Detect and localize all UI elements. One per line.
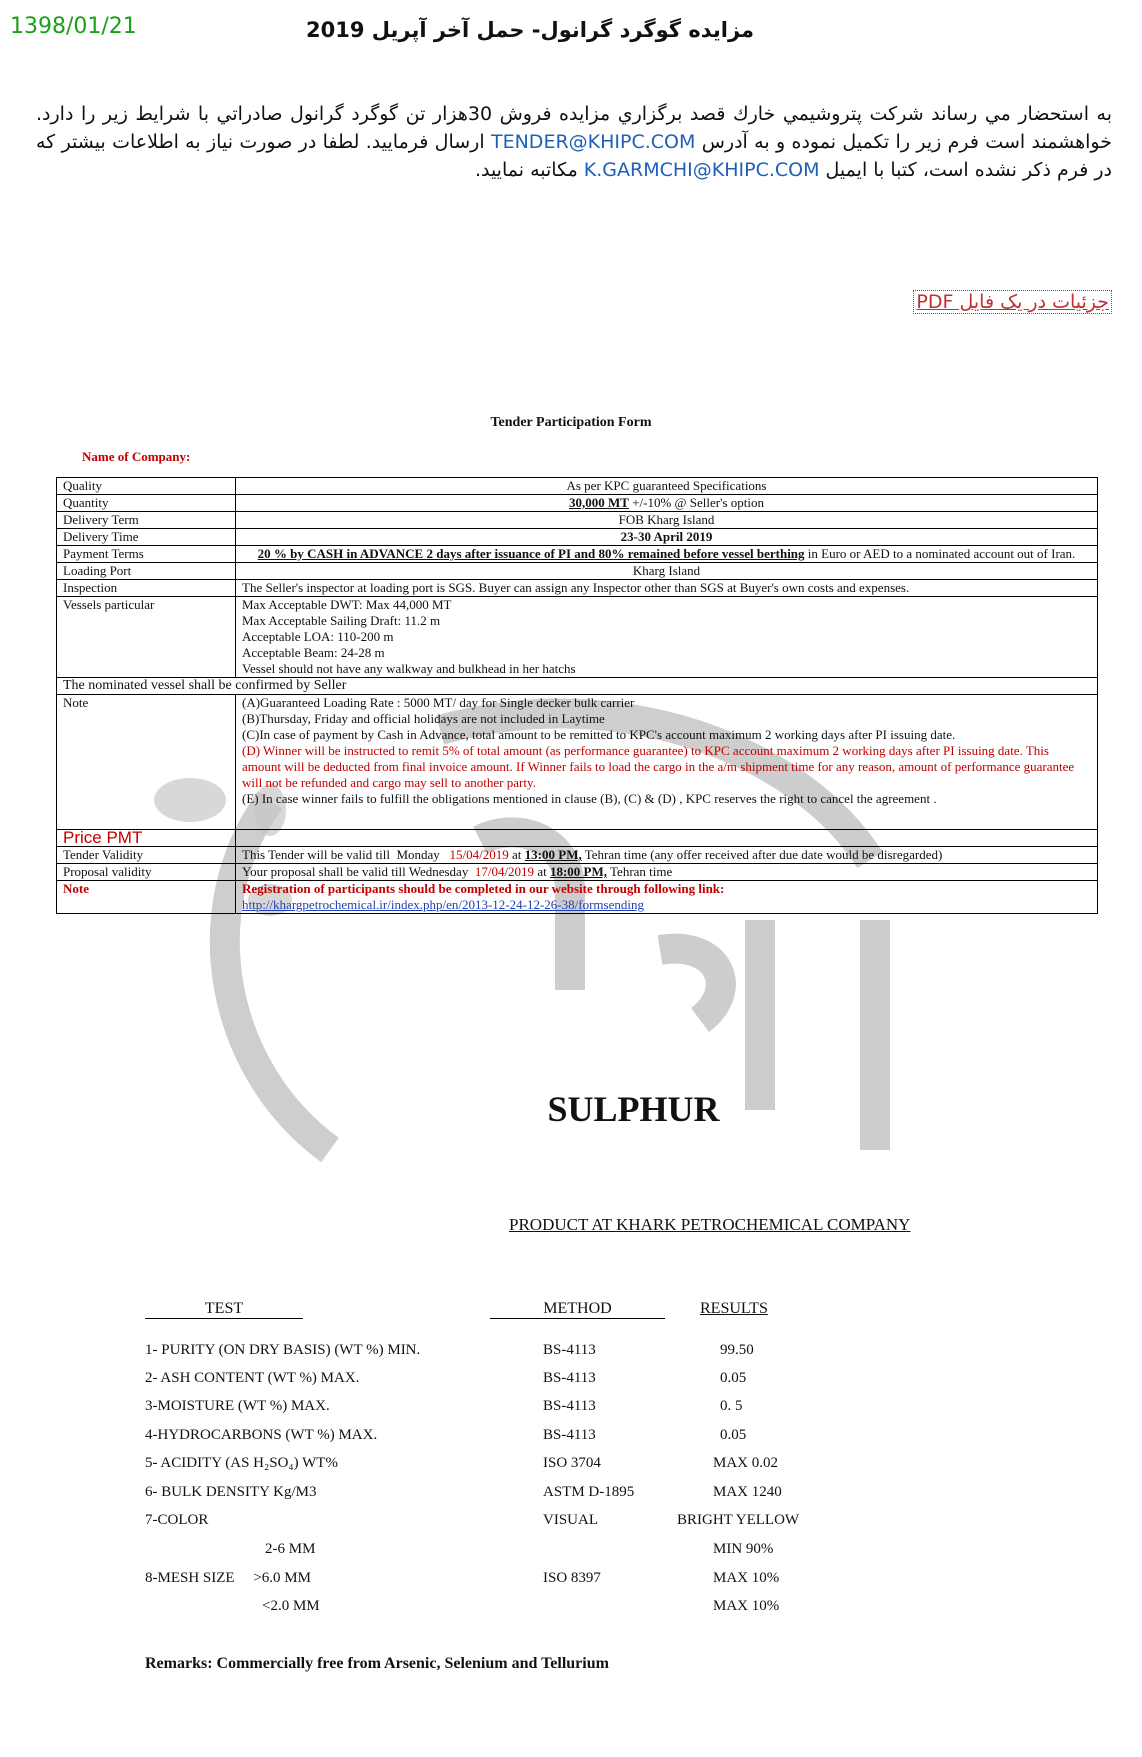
test-name: 4-HYDROCARBONS (WT %) MAX.	[145, 1427, 378, 1443]
pdf-details-link[interactable]: جزئیات در یک فایل PDF	[913, 290, 1112, 314]
page-title: مزايده گوگرد گرانول- حمل آخر آپریل 2019	[305, 18, 755, 42]
test-method: ASTM D-1895	[543, 1484, 635, 1500]
row-label: Delivery Time	[57, 529, 236, 546]
registration-link[interactable]: http://khargpetrochemical.ir/index.php/en/2013-12-24-12-26-38/formsending	[242, 897, 644, 912]
proposal-validity-text: Your proposal shall be valid till Wednesday	[242, 864, 475, 879]
table-row	[57, 478, 1098, 495]
row-value: The Seller's inspector at loading port is SGS. Buyer can assign any Inspector other than SGS at Buyer's own costs and expenses.	[236, 580, 1098, 597]
test-method: BS-4113	[543, 1398, 596, 1414]
table-row	[57, 830, 1098, 847]
test-method: BS-4113	[543, 1342, 596, 1358]
row-label: Quality	[57, 478, 236, 495]
contact-email-link[interactable]: K.GARMCHI@KHIPC.COM	[583, 159, 820, 181]
vessel-line: Acceptable Beam: 24-28 m	[242, 645, 385, 660]
test-name: 2-6 MM	[265, 1541, 316, 1557]
vessel-line: Acceptable LOA: 110-200 m	[242, 629, 394, 644]
test-method: BS-4113	[543, 1370, 596, 1386]
tender-validity-at: at	[508, 847, 525, 862]
results-header: RESULTS	[700, 1300, 768, 1317]
test-name: 5- ACIDITY (AS H₂SO₄) WT%	[145, 1455, 338, 1471]
sulphur-heading: SULPHUR	[547, 1089, 720, 1129]
test-result: BRIGHT YELLOW	[677, 1512, 800, 1528]
row-label: Tender Validity	[57, 847, 236, 864]
test-result: 0.05	[720, 1370, 747, 1386]
test-result: MAX 1240	[713, 1484, 782, 1500]
note-e: (E) In case winner fails to fulfill the obligations mentioned in clause (B), (C) & (D) , KPC reserves the right to cancel the agreement .	[242, 791, 937, 806]
intro-text-1: به استحضار مي رساند شركت پتروشيمي خارك قصد برگزاري مزايده فروش 30هزار تن گوگرد گرانول صادراتي با شرايط زير را دارد. خواهشمند است فرم زير را تكميل نموده و به آدرس	[36, 103, 1112, 153]
test-name: 7-COLOR	[145, 1512, 209, 1528]
proposal-validity-date: 17/04/2019	[474, 864, 535, 879]
table-row	[57, 580, 1098, 597]
intro-paragraph	[36, 100, 1112, 184]
table-row	[57, 864, 1098, 881]
price-label: Price PMT	[57, 830, 236, 847]
row-value: As per KPC guaranteed Specifications	[236, 478, 1098, 495]
test-name: 1- PURITY (ON DRY BASIS) (WT %) MIN.	[145, 1342, 421, 1358]
table-row	[57, 597, 1098, 678]
row-label: Note	[57, 695, 236, 830]
note-d: (D) Winner will be instructed to remit 5% of total amount (as performance guarantee) to KPC account maximum 2 working days after PI issuing date. This amount will be deducted from final invoice amount. If Winner fails to load the cargo in the a/m shipment time for any reason, amount of performance guarantee will not be refunded and cargo may sell to another party.	[242, 743, 1075, 790]
intro-text-2: ارسال فرماييد. لطفا در صورت نیاز به اطلاعات بیشتر که در فرم ذکر نشده است، کتبا با ايميل	[36, 131, 1112, 181]
vessel-line: Max Acceptable Sailing Draft: 11.2 m	[242, 613, 441, 628]
row-value: 23-30 April 2019	[236, 529, 1098, 546]
tender-validity-time: 13:00 PM,	[524, 847, 582, 862]
row-label: Vessels particular	[57, 597, 236, 678]
test-method: VISUAL	[543, 1512, 598, 1528]
test-method: BS-4113	[543, 1427, 596, 1443]
test-name: 2- ASH CONTENT (WT %) MAX.	[145, 1370, 360, 1386]
payment-rest: in Euro or AED to a nominated account out of Iran.	[804, 546, 1076, 561]
nominated-vessel-note: The nominated vessel shall be confirmed by Seller	[57, 678, 1098, 695]
tender-validity-date: 15/04/2019	[449, 847, 509, 862]
note-b: (B)Thursday, Friday and official holidays are not included in Laytime	[242, 711, 605, 726]
table-row	[57, 881, 1098, 914]
tender-validity-text: This Tender will be valid till Monday	[242, 847, 450, 862]
product-heading: PRODUCT AT KHARK PETROCHEMICAL COMPANY	[509, 1215, 911, 1234]
intro-text-3: مکاتبه نمایید.	[474, 159, 578, 181]
quantity-rest: +/-10% @ Seller's option	[628, 495, 764, 510]
remarks: Remarks: Commercially free from Arsenic, Selenium and Tellurium	[145, 1655, 609, 1672]
row-value	[236, 864, 1098, 881]
row-value: FOB Kharg Island	[236, 512, 1098, 529]
test-result: MAX 0.02	[713, 1455, 779, 1471]
table-row	[57, 563, 1098, 580]
proposal-validity-at: at	[534, 864, 550, 879]
note-c: (C)In case of payment by Cash in Advance, total amount to be remitted to KPC's account maximum 2 working days after PI issuing date.	[242, 727, 956, 742]
row-label: Note	[57, 881, 236, 914]
test-header: TEST	[145, 1300, 303, 1319]
row-label: Delivery Term	[57, 512, 236, 529]
table-row	[57, 512, 1098, 529]
test-name: 6- BULK DENSITY Kg/M3	[145, 1484, 317, 1500]
tender-validity-rest: Tehran time (any offer received after due date would be disregarded)	[581, 847, 943, 862]
test-result: 0. 5	[720, 1398, 743, 1414]
row-value	[236, 847, 1098, 864]
row-label: Inspection	[57, 580, 236, 597]
company-label: Name of Company:	[82, 449, 191, 464]
row-value	[236, 546, 1098, 563]
vessel-line: Max Acceptable DWT: Max 44,000 MT	[242, 597, 452, 612]
test-result: MIN 90%	[713, 1541, 774, 1557]
payment-bold: 20 % by CASH in ADVANCE 2 days after issuance of PI and 80% remained before vessel berthing	[257, 546, 805, 561]
table-row	[57, 546, 1098, 563]
test-name: 3-MOISTURE (WT %) MAX.	[145, 1398, 330, 1414]
row-value: Kharg Island	[236, 563, 1098, 580]
tender-form-table	[56, 477, 1098, 914]
test-name: <2.0 MM	[262, 1598, 320, 1614]
row-label: Payment Terms	[57, 546, 236, 563]
note-a: (A)Guaranteed Loading Rate : 5000 MT/ day for Single decker bulk carrier	[242, 695, 635, 710]
table-row	[57, 695, 1098, 830]
date-stamp: 1398/01/21	[10, 14, 137, 39]
proposal-validity-rest: Tehran time	[607, 864, 673, 879]
test-name: 8-MESH SIZE >6.0 MM	[145, 1570, 311, 1586]
test-method: ISO 8397	[543, 1570, 601, 1586]
method-header: METHOD	[490, 1300, 665, 1319]
row-label: Loading Port	[57, 563, 236, 580]
proposal-validity-time: 18:00 PM,	[549, 864, 607, 879]
form-title: Tender Participation Form	[490, 415, 652, 430]
tender-email-link[interactable]: TENDER@KHIPC.COM	[490, 131, 696, 153]
test-result: MAX 10%	[713, 1570, 780, 1586]
vessel-line: Vessel should not have any walkway and bulkhead in her hatchs	[242, 661, 576, 676]
table-row	[57, 495, 1098, 512]
test-method: ISO 3704	[543, 1455, 601, 1471]
row-value	[236, 495, 1098, 512]
registration-text: Registration of participants should be completed in our website through following link:	[242, 881, 725, 896]
row-value	[236, 597, 1098, 678]
test-result: MAX 10%	[713, 1598, 780, 1614]
row-label: Proposal validity	[57, 864, 236, 881]
row-value	[236, 881, 1098, 914]
row-label: Quantity	[57, 495, 236, 512]
price-input[interactable]	[236, 830, 1098, 847]
test-result: 99.50	[720, 1342, 754, 1358]
test-result: 0.05	[720, 1427, 747, 1443]
table-row	[57, 529, 1098, 546]
table-row	[57, 678, 1098, 695]
row-value	[236, 695, 1098, 830]
table-row	[57, 847, 1098, 864]
quantity-bold: 30,000 MT	[569, 495, 629, 510]
